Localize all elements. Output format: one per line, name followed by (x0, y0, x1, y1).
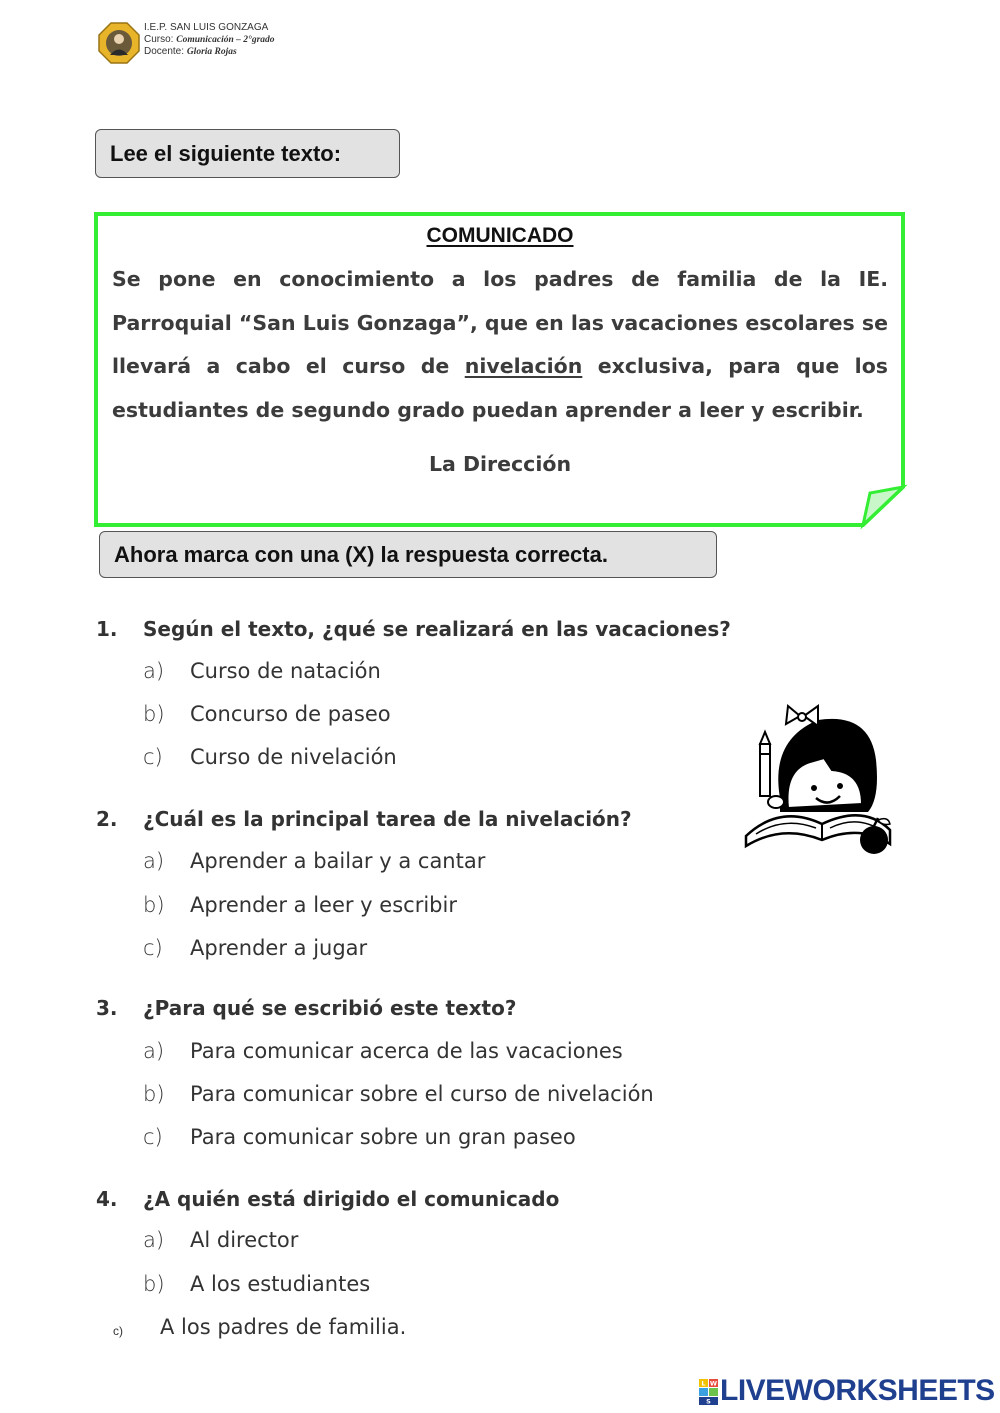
option-text[interactable]: Aprender a jugar (190, 936, 368, 960)
teacher-line: Docente: Gloria Rojas (144, 46, 237, 57)
question-number: 1. (96, 617, 118, 641)
liveworksheets-brand[interactable]: LIVEWORKSHEETS (720, 1374, 995, 1407)
option-text[interactable]: Curso de nivelación (190, 745, 397, 769)
option-letter[interactable]: a) (143, 659, 165, 683)
svg-text:W: W (709, 1379, 718, 1388)
svg-text:S: S (706, 1397, 711, 1406)
school-crest-icon (98, 22, 140, 64)
notice-signature: La Dirección (428, 452, 572, 476)
hair-bow-icon (786, 706, 818, 726)
notice-page-curl (863, 487, 903, 525)
course-line: Curso: Comunicación – 2°grado (144, 34, 275, 45)
option-letter[interactable]: c) (143, 936, 163, 960)
option-text[interactable]: Aprender a bailar y a cantar (190, 849, 486, 873)
option-text[interactable]: Aprender a leer y escribir (190, 893, 457, 917)
svg-text:L: L (701, 1379, 706, 1388)
option-text[interactable]: Concurso de paseo (190, 702, 391, 726)
option-text[interactable]: Para comunicar acerca de las vacaciones (190, 1039, 623, 1063)
school-name: I.E.P. SAN LUIS GONZAGA (144, 22, 269, 33)
option-letter[interactable]: b) (143, 1272, 165, 1296)
option-letter[interactable]: a) (143, 849, 165, 873)
option-text[interactable]: A los estudiantes (190, 1272, 371, 1296)
option-text[interactable]: Al director (190, 1228, 299, 1252)
option-letter[interactable]: b) (143, 1082, 165, 1106)
question-number: 3. (96, 996, 118, 1020)
option-letter[interactable]: c) (113, 1324, 123, 1338)
pencil-icon (760, 732, 770, 796)
read-text-instruction: Lee el siguiente texto: (95, 129, 400, 178)
question-text: ¿Para qué se escribió este texto? (143, 996, 517, 1020)
option-letter[interactable]: a) (143, 1228, 165, 1252)
option-letter[interactable]: c) (143, 745, 163, 769)
option-text[interactable]: Para comunicar sobre el curso de nivelación (190, 1082, 654, 1106)
liveworksheets-logo-icon (698, 1378, 720, 1406)
option-letter[interactable]: c) (143, 1125, 163, 1149)
notice-title: COMUNICADO (426, 224, 574, 247)
school-info (144, 22, 275, 58)
question-text: ¿A quién está dirigido el comunicado (143, 1187, 560, 1211)
option-text[interactable]: Curso de natación (190, 659, 381, 683)
question-number: 4. (96, 1187, 118, 1211)
notice-underlined-word: nivelación (464, 354, 583, 378)
question-text: ¿Cuál es la principal tarea de la nivelación? (143, 807, 632, 831)
mark-answer-instruction: Ahora marca con una (X) la respuesta correcta. (99, 531, 717, 578)
notice-body: Se pone en conocimiento a los padres de familia de la IE. Parroquial “San Luis Gonzaga”, que en las vacaciones escolares se llevará a cabo el curso de nivelación exclusiva, para que los estudiantes de segundo grado puedan aprender a leer y escribir. (112, 267, 888, 422)
question-number: 2. (96, 807, 118, 831)
option-text[interactable]: Para comunicar sobre un gran paseo (190, 1125, 576, 1149)
question-text: Según el texto, ¿qué se realizará en las vacaciones? (143, 617, 731, 641)
option-letter[interactable]: a) (143, 1039, 165, 1063)
girl-reading-illustration (740, 700, 900, 860)
option-letter[interactable]: b) (143, 893, 165, 917)
option-letter[interactable]: b) (143, 702, 165, 726)
option-text[interactable]: A los padres de familia. (160, 1315, 407, 1339)
